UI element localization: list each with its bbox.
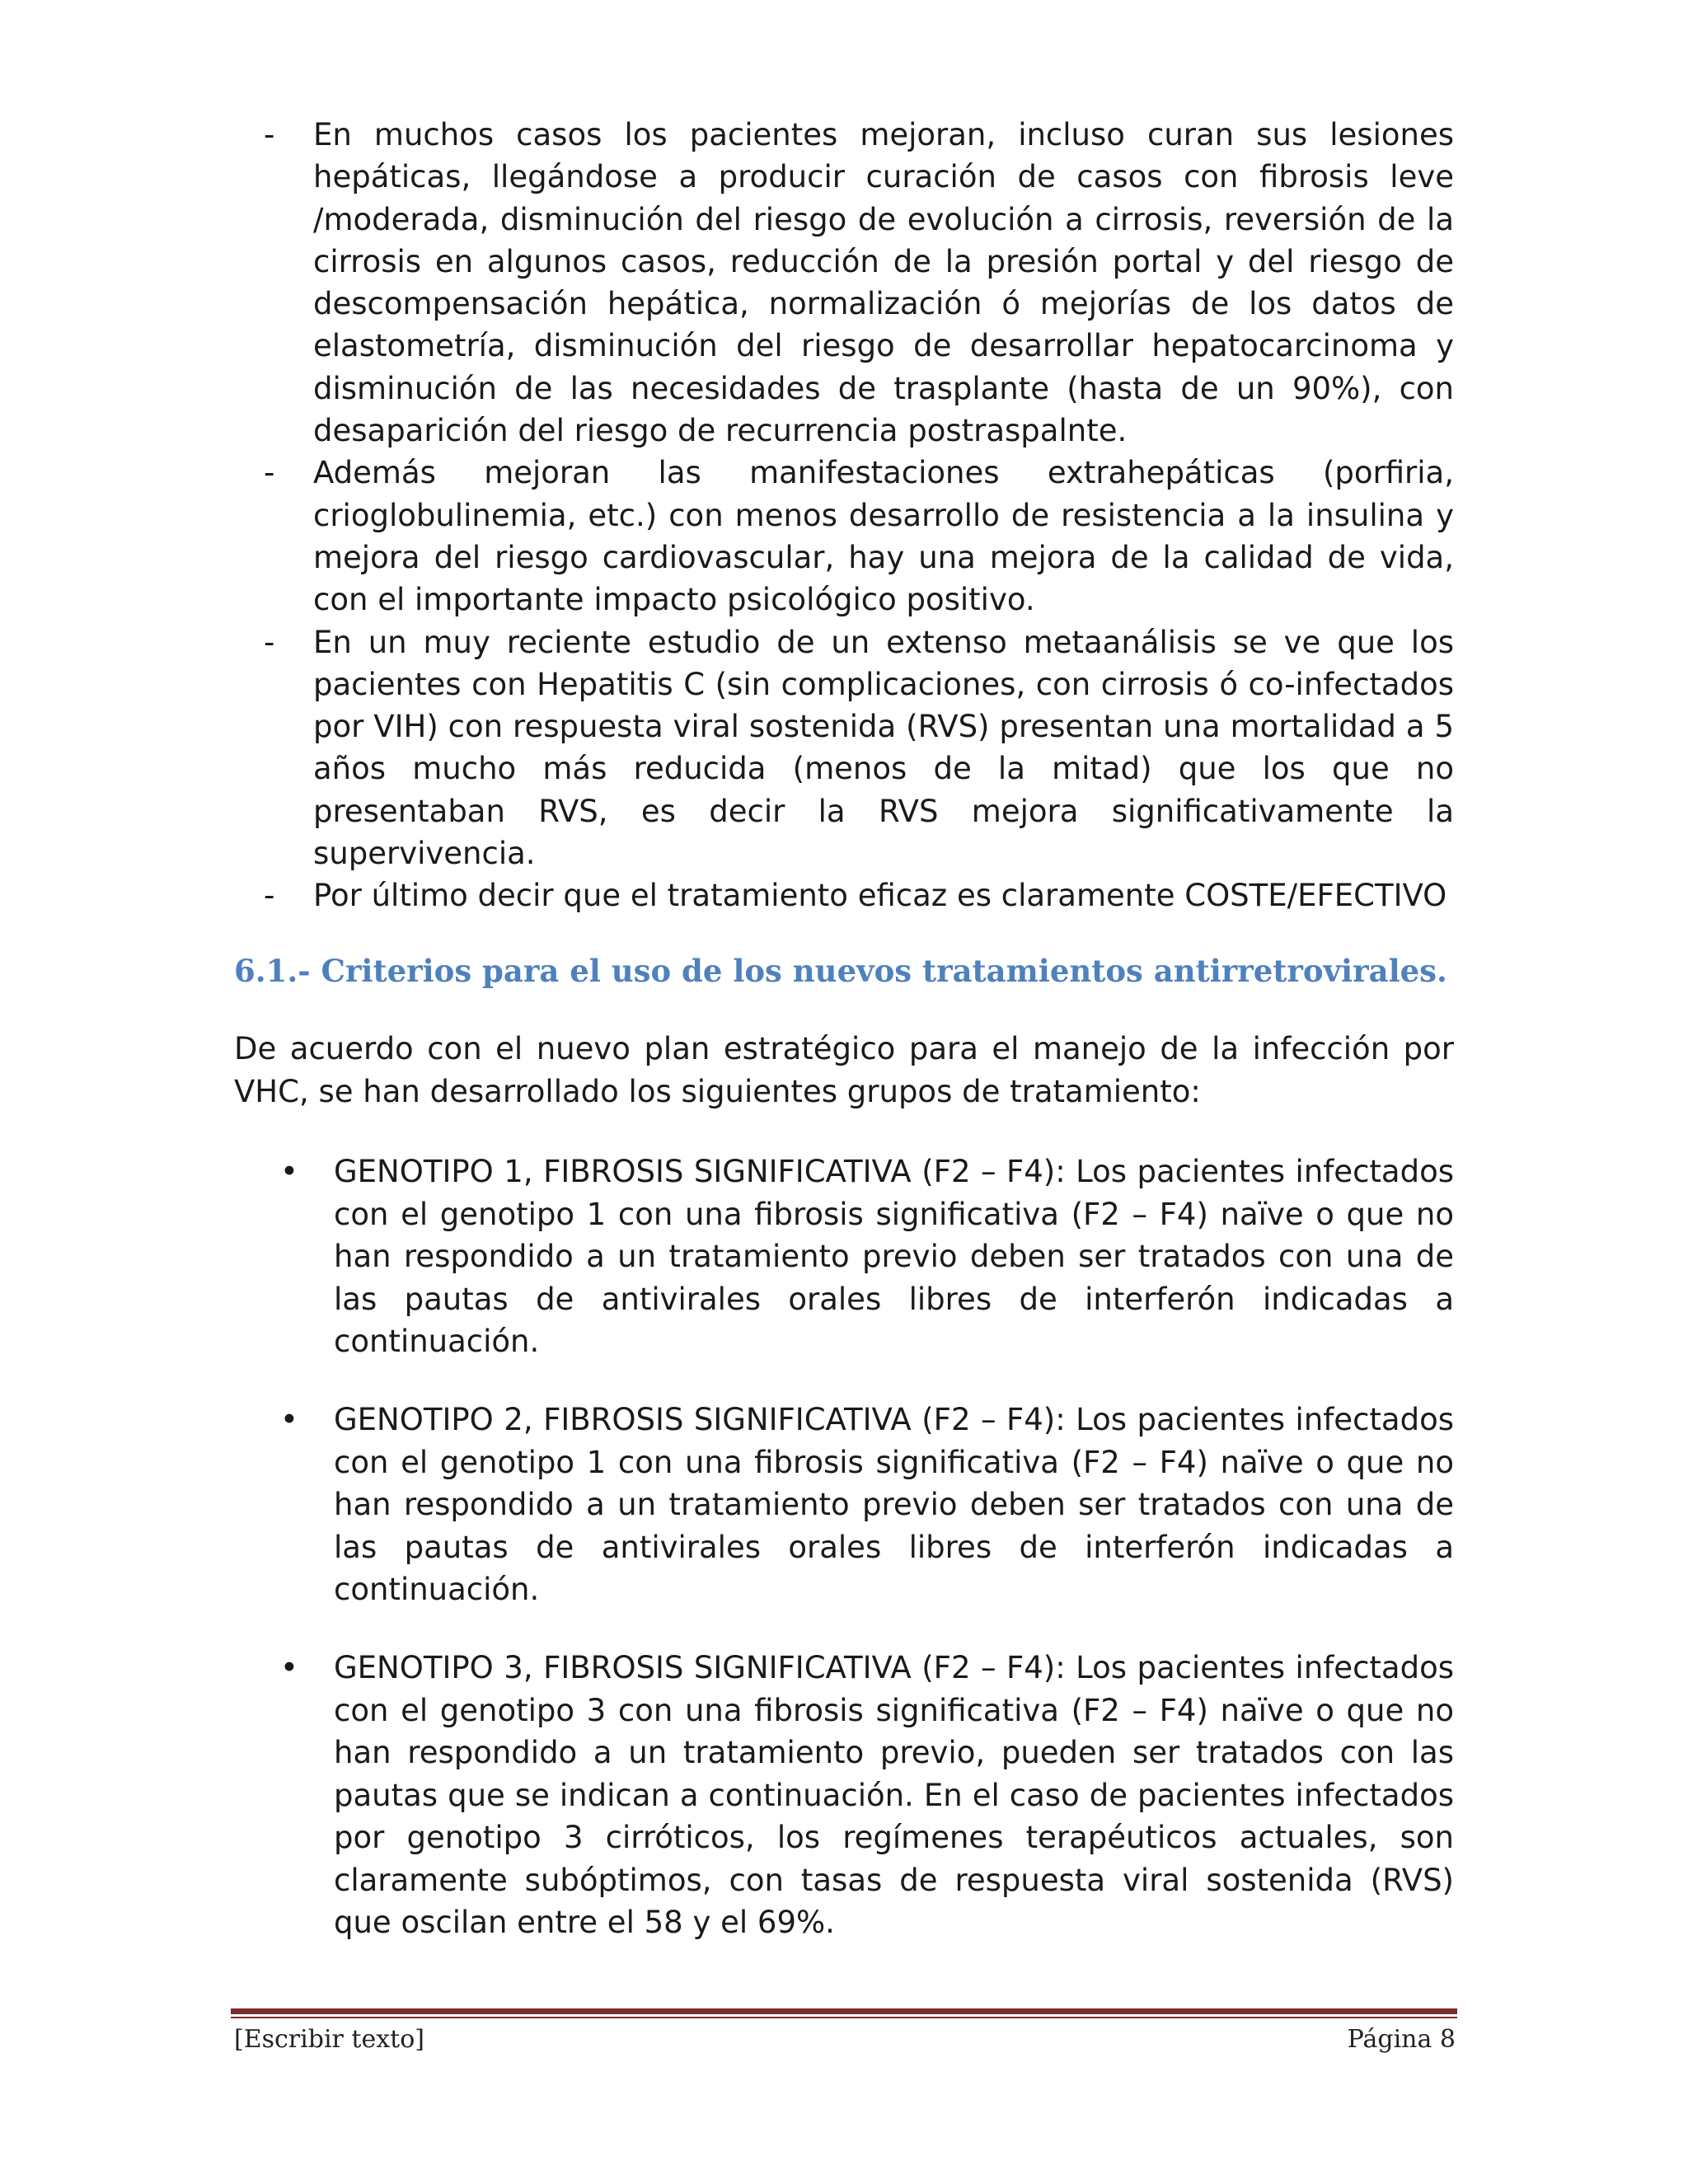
footer-rule-thick: [231, 2008, 1457, 2014]
bullet-marker: •: [280, 1650, 298, 1685]
list-item-text: Por último decir que el tratamiento eficaz es claramente COSTE/EFECTIVO: [313, 878, 1447, 914]
list-item: [264, 114, 1454, 452]
footer-placeholder-text[interactable]: [Escribir texto]: [234, 2025, 424, 2054]
list-item: [264, 621, 1454, 875]
bullet-list-genotype-2: [280, 1399, 1454, 1611]
bullet-item: [280, 1647, 1454, 1944]
footer-rule: [231, 2008, 1457, 2018]
intro-paragraph: De acuerdo con el nuevo plan estratégico para el manejo de la infección por VHC, se han desarrollado los siguientes grupos de tratamiento:: [234, 1031, 1454, 1109]
bullet-item-text: GENOTIPO 2, FIBROSIS SIGNIFICATIVA (F2 – F4): Los pacientes infectados con el genotipo 1 con una fibrosis significativa (F2 – F4) naïve o que no han respondido a un tratamiento previo deben ser tratados con una de las pautas de antivirales orales libres de interferón indicadas a continuación.: [334, 1402, 1454, 1607]
dash-list: [264, 114, 1454, 917]
bullet-item: [280, 1151, 1454, 1363]
dash-marker: -: [264, 455, 275, 491]
list-item-text: En muchos casos los pacientes mejoran, incluso curan sus lesiones hepáticas, llegándose a producir curación de casos con fibrosis leve /moderada, disminución del riesgo de evolución a cirrosis, reversión de la cirrosis en algunos casos, reducción de la presión portal y del riesgo de descompensación hepática, normalización ó mejorías de los datos de elastometría, disminución del riesgo de desarrollar hepatocarcinoma y disminución de las necesidades de trasplante (hasta de un 90%), con desaparición del riesgo de recurrencia postraspalnte.: [313, 117, 1454, 449]
list-item: [264, 452, 1454, 621]
dash-marker: -: [264, 878, 275, 914]
bullet-item: [280, 1399, 1454, 1611]
list-item: [264, 874, 1454, 916]
bullet-list-genotype-3: [280, 1647, 1454, 1944]
dash-marker: -: [264, 117, 275, 152]
footer-rule-thin: [231, 2017, 1457, 2018]
dash-marker: -: [264, 624, 275, 660]
bullet-marker: •: [280, 1402, 298, 1437]
bullet-list-genotype-1: [280, 1151, 1454, 1363]
list-item-text: Además mejoran las manifestaciones extrahepáticas (porfiria, crioglobulinemia, etc.) con menos desarrollo de resistencia a la insulina y mejora del riesgo cardiovascular, hay una mejora de la calidad de vida, con el importante impacto psicológico positivo.: [313, 455, 1454, 618]
list-item-text: En un muy reciente estudio de un extenso metaanálisis se ve que los pacientes con Hepatitis C (sin complicaciones, con cirrosis ó co-infectados por VIH) con respuesta viral sostenida (RVS) presentan una mortalidad a 5 años mucho más reducida (menos de la mitad) que los que no presentaban RVS, es decir la RVS mejora significativamente la supervivencia.: [313, 624, 1454, 872]
page-number: Página 8: [1347, 2025, 1456, 2054]
section-heading: 6.1.- Criterios para el uso de los nuevos tratamientos antirretrovirales.: [234, 953, 1447, 989]
bullet-item-text: GENOTIPO 3, FIBROSIS SIGNIFICATIVA (F2 – F4): Los pacientes infectados con el genotipo 3 con una fibrosis significativa (F2 – F4) naïve o que no han respondido a un tratamiento previo, pueden ser tratados con las pautas que se indican a continuación. En el caso de pacientes infectados por genotipo 3 cirróticos, los regímenes terapéuticos actuales, son claramente subóptimos, con tasas de respuesta viral sostenida (RVS) que oscilan entre el 58 y el 69%.: [334, 1650, 1454, 1940]
bullet-item-text: GENOTIPO 1, FIBROSIS SIGNIFICATIVA (F2 – F4): Los pacientes infectados con el genotipo 1 con una fibrosis significativa (F2 – F4) naïve o que no han respondido a un tratamiento previo deben ser tratados con una de las pautas de antivirales orales libres de interferón indicadas a continuación.: [334, 1154, 1454, 1359]
bullet-marker: •: [280, 1154, 298, 1189]
